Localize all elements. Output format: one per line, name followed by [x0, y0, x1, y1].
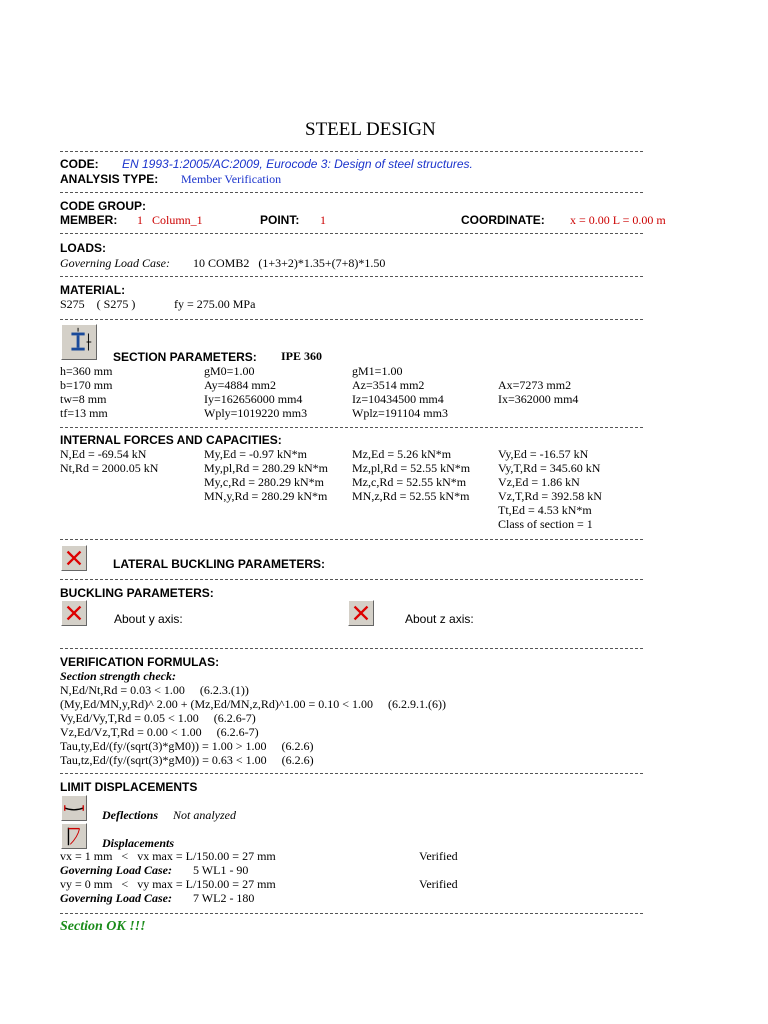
verification-formulas-label: VERIFICATION FORMULAS:	[60, 655, 220, 669]
section-strength-check-label: Section strength check:	[60, 669, 176, 683]
vx-status: Verified	[419, 849, 458, 863]
separator	[60, 773, 643, 774]
i-beam-section-icon	[61, 324, 97, 360]
limit-displacements-label: LIMIT DISPLACEMENTS	[60, 780, 198, 794]
code-group-label: CODE GROUP:	[60, 199, 147, 213]
forces-cell: MN,z,Rd = 52.55 kN*m	[352, 489, 470, 503]
governing-load-case-vy-label: Governing Load Case:	[60, 891, 172, 905]
section-parameters-label: SECTION PARAMETERS:	[113, 350, 257, 364]
material-label: MATERIAL:	[60, 283, 126, 297]
verification-formula-line: Tau,ty,Ed/(fy/(sqrt(3)*gM0)) = 1.00 > 1.00 (6.2.6)	[60, 739, 314, 753]
section-cell: h=360 mm	[60, 364, 113, 378]
buckling-z-red-cross-icon	[348, 600, 374, 626]
forces-cell: Vz,Ed = 1.86 kN	[498, 475, 580, 489]
forces-cell: Mz,c,Rd = 52.55 kN*m	[352, 475, 467, 489]
governing-load-case-label: Governing Load Case:	[60, 256, 170, 270]
page-title: STEEL DESIGN	[305, 119, 436, 140]
verification-formula-line: Vy,Ed/Vy,T,Rd = 0.05 < 1.00 (6.2.6-7)	[60, 711, 256, 725]
forces-cell: Tt,Ed = 4.53 kN*m	[498, 503, 592, 517]
verification-formula-line: Tau,tz,Ed/(fy/(sqrt(3)*gM0)) = 0.63 < 1.00 (6.2.6)	[60, 753, 314, 767]
section-cell: tf=13 mm	[60, 406, 108, 420]
forces-cell: My,pl,Rd = 280.29 kN*m	[204, 461, 328, 475]
forces-cell: MN,y,Rd = 280.29 kN*m	[204, 489, 328, 503]
section-cell: Iy=162656000 mm4	[204, 392, 303, 406]
section-cell: tw=8 mm	[60, 392, 107, 406]
section-ok-result: Section OK !!!	[60, 919, 146, 934]
forces-cell: Vy,Ed = -16.57 kN	[498, 447, 589, 461]
lateral-buckling-red-cross-icon	[61, 545, 87, 571]
section-cell: Ix=362000 mm4	[498, 392, 579, 406]
point-value: 1	[320, 213, 326, 227]
section-cell: b=170 mm	[60, 378, 113, 392]
section-cell: Ay=4884 mm2	[204, 378, 276, 392]
section-cell: gM0=1.00	[204, 364, 255, 378]
coordinate-label: COORDINATE:	[461, 213, 545, 227]
analysis-type-label: ANALYSIS TYPE:	[60, 172, 159, 186]
loads-label: LOADS:	[60, 241, 106, 255]
forces-cell: Mz,Ed = 5.26 kN*m	[352, 447, 452, 461]
forces-cell: N,Ed = -69.54 kN	[60, 447, 147, 461]
member-label: MEMBER:	[60, 213, 118, 227]
member-value: 1 Column_1	[137, 213, 203, 227]
governing-load-case-value: 10 COMB2 (1+3+2)*1.35+(7+8)*1.50	[193, 256, 386, 270]
section-cell: gM1=1.00	[352, 364, 403, 378]
about-z-axis-label: About z axis:	[405, 612, 474, 626]
section-cell: Ax=7273 mm2	[498, 378, 572, 392]
displacement-icon	[61, 823, 87, 849]
forces-cell: Class of section = 1	[498, 517, 593, 531]
separator	[60, 539, 643, 540]
forces-cell: Vz,T,Rd = 392.58 kN	[498, 489, 602, 503]
lateral-buckling-label: LATERAL BUCKLING PARAMETERS:	[113, 557, 325, 571]
displacements-label: Displacements	[102, 836, 174, 850]
about-y-axis-label: About y axis:	[114, 612, 183, 626]
material-grade: S275 ( S275 )	[60, 297, 136, 311]
separator	[60, 913, 643, 914]
code-label: CODE:	[60, 157, 99, 171]
buckling-parameters-label: BUCKLING PARAMETERS:	[60, 586, 214, 600]
internal-forces-label: INTERNAL FORCES AND CAPACITIES:	[60, 433, 282, 447]
forces-cell: My,Ed = -0.97 kN*m	[204, 447, 307, 461]
section-cell: Wply=1019220 mm3	[204, 406, 308, 420]
separator	[60, 319, 643, 320]
forces-cell: My,c,Rd = 280.29 kN*m	[204, 475, 324, 489]
buckling-y-red-cross-icon	[61, 600, 87, 626]
verification-formula-line: N,Ed/Nt,Rd = 0.03 < 1.00 (6.2.3.(1))	[60, 683, 249, 697]
forces-cell: Nt,Rd = 2000.05 kN	[60, 461, 159, 475]
section-cell: Wplz=191104 mm3	[352, 406, 448, 420]
verification-formula-line: Vz,Ed/Vz,T,Rd = 0.00 < 1.00 (6.2.6-7)	[60, 725, 259, 739]
deflections-value: Not analyzed	[173, 808, 236, 822]
section-cell: Iz=10434500 mm4	[352, 392, 444, 406]
forces-cell: Mz,pl,Rd = 52.55 kN*m	[352, 461, 471, 475]
material-fy: fy = 275.00 MPa	[174, 297, 256, 311]
section-profile: IPE 360	[281, 349, 323, 363]
separator	[60, 648, 643, 649]
separator	[60, 276, 643, 277]
governing-load-case-vx-value: 5 WL1 - 90	[193, 863, 249, 877]
code-value: EN 1993-1:2005/AC:2009, Eurocode 3: Design of steel structures.	[122, 157, 473, 171]
governing-load-case-vy-value: 7 WL2 - 180	[193, 891, 255, 905]
forces-cell: Vy,T,Rd = 345.60 kN	[498, 461, 601, 475]
analysis-type-value: Member Verification	[181, 172, 282, 186]
verification-formula-line: (My,Ed/MN,y,Rd)^ 2.00 + (Mz,Ed/MN,z,Rd)^1.00 = 0.10 < 1.00 (6.2.9.1.(6))	[60, 697, 446, 711]
separator	[60, 233, 643, 234]
governing-load-case-vx-label: Governing Load Case:	[60, 863, 172, 877]
vx-check: vx = 1 mm < vx max = L/150.00 = 27 mm	[60, 849, 276, 863]
deflections-label: Deflections	[102, 808, 158, 822]
deflection-icon	[61, 795, 87, 821]
section-cell: Az=3514 mm2	[352, 378, 425, 392]
separator	[60, 579, 643, 580]
vy-check: vy = 0 mm < vy max = L/150.00 = 27 mm	[60, 877, 276, 891]
coordinate-value: x = 0.00 L = 0.00 m	[570, 213, 666, 227]
vy-status: Verified	[419, 877, 458, 891]
separator	[60, 192, 643, 193]
separator	[60, 151, 643, 152]
separator	[60, 427, 643, 428]
point-label: POINT:	[260, 213, 300, 227]
